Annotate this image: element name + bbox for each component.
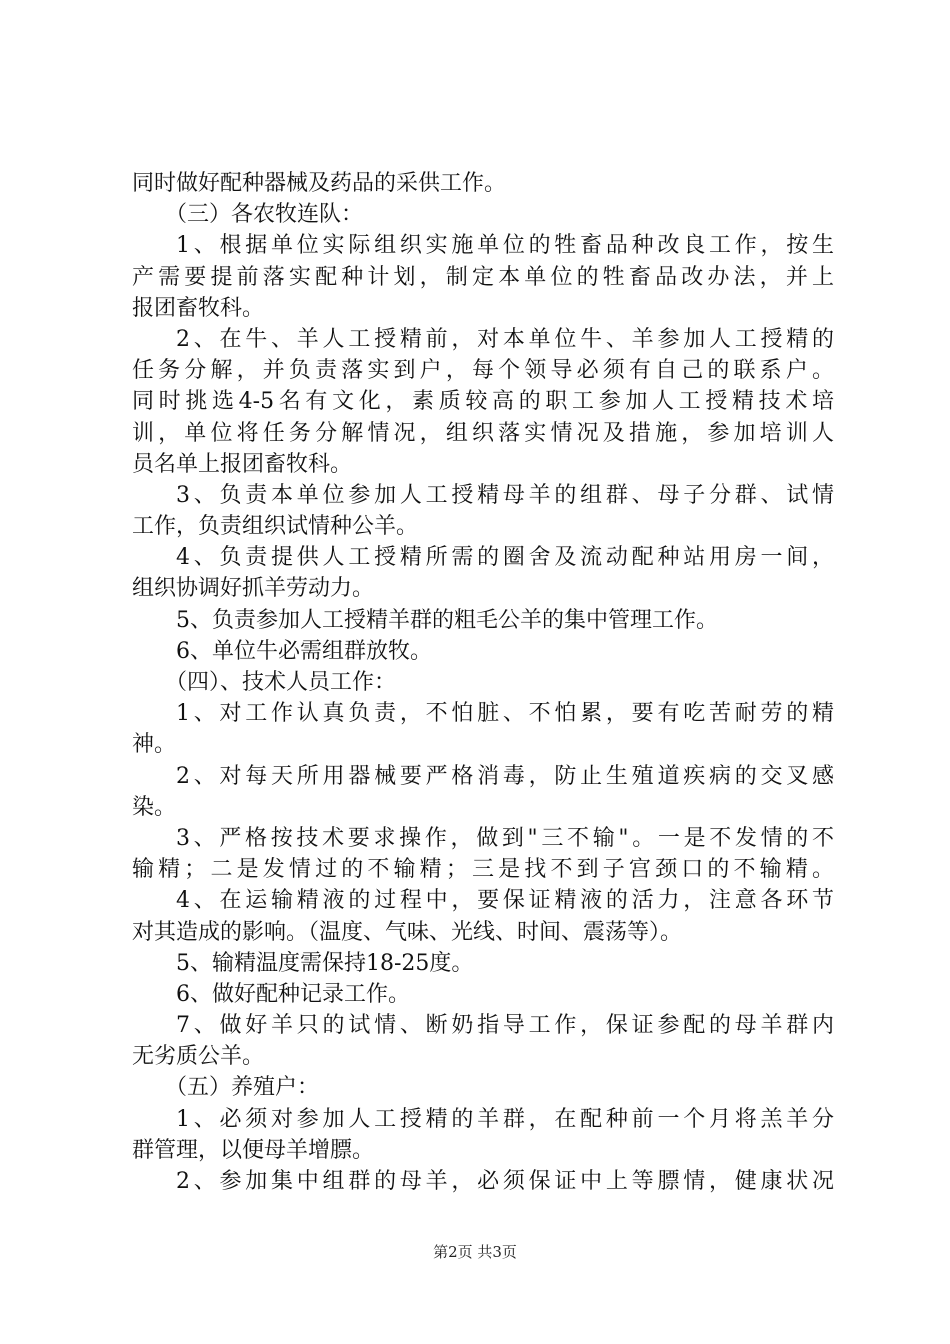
text-line: 训，单位将任务分解情况，组织落实情况及措施，参加培训人 bbox=[132, 420, 834, 446]
text-line: （四）、技术人员工作： bbox=[165, 670, 397, 695]
text-line: 报团畜牧科。 bbox=[132, 295, 265, 321]
text-line: 4、负责提供人工授精所需的圈舍及流动配种站用房一间， bbox=[176, 545, 834, 571]
page-footer: 第2页 共3页 bbox=[433, 1243, 517, 1261]
text-line: 同时做好配种器械及药品的采供工作。 bbox=[132, 171, 507, 196]
text-line: 群管理，以便母羊增膘。 bbox=[132, 1137, 375, 1163]
text-line: 5、输精温度需保持18-25度。 bbox=[176, 950, 474, 976]
text-line: 6、做好配种记录工作。 bbox=[176, 981, 410, 1007]
document-body bbox=[132, 168, 834, 1197]
text-line: 对其造成的影响。（温度、气味、光线、时间、震荡等）。 bbox=[132, 919, 683, 945]
text-line: （三）各农牧连队： bbox=[165, 202, 364, 228]
text-line: 1、对工作认真负责，不怕脏、不怕累，要有吃苦耐劳的精 bbox=[176, 701, 834, 727]
text-line: 2、参加集中组群的母羊，必须保证中上等膘情，健康状况 bbox=[176, 1169, 834, 1194]
text-line: 3、严格按技术要求操作，做到"三不输"。一是不发情的不 bbox=[176, 825, 834, 851]
text-line: 同时挑选4-5名有文化，素质较高的职工参加人工授精技术培 bbox=[132, 389, 834, 415]
text-line: 任务分解，并负责落实到户，每个领导必须有自己的联系户。 bbox=[132, 358, 834, 384]
text-line: 神。 bbox=[132, 732, 177, 758]
text-line: 1、必须对参加人工授精的羊群，在配种前一个月将羔羊分 bbox=[176, 1106, 834, 1132]
text-line: （五）养殖户： bbox=[165, 1075, 320, 1101]
text-line: 染。 bbox=[132, 794, 177, 820]
text-line: 6、单位牛必需组群放牧。 bbox=[176, 638, 432, 664]
text-line: 输精；二是发情过的不输精；三是找不到子宫颈口的不输精。 bbox=[132, 857, 834, 883]
text-line: 2、在牛、羊人工授精前，对本单位牛、羊参加人工授精的 bbox=[176, 326, 834, 352]
text-line: 无劣质公羊。 bbox=[132, 1044, 265, 1070]
text-line: 5、负责参加人工授精羊群的粗毛公羊的集中管理工作。 bbox=[176, 607, 718, 633]
text-line: 3、负责本单位参加人工授精母羊的组群、母子分群、试情 bbox=[176, 482, 834, 508]
text-line: 产需要提前落实配种计划，制定本单位的牲畜品改办法，并上 bbox=[132, 264, 834, 290]
text-line: 2、对每天所用器械要严格消毒，防止生殖道疾病的交叉感 bbox=[176, 763, 834, 789]
text-line: 7、做好羊只的试情、断奶指导工作，保证参配的母羊群内 bbox=[176, 1013, 834, 1039]
text-line: 员名单上报团畜牧科。 bbox=[132, 451, 353, 477]
text-line: 组织协调好抓羊劳动力。 bbox=[132, 576, 375, 602]
text-line: 1、根据单位实际组织实施单位的牲畜品种改良工作，按生 bbox=[176, 233, 834, 259]
text-line: 工作，负责组织试情种公羊。 bbox=[132, 514, 419, 540]
text-line: 4、在运输精液的过程中，要保证精液的活力，注意各环节 bbox=[176, 888, 834, 914]
